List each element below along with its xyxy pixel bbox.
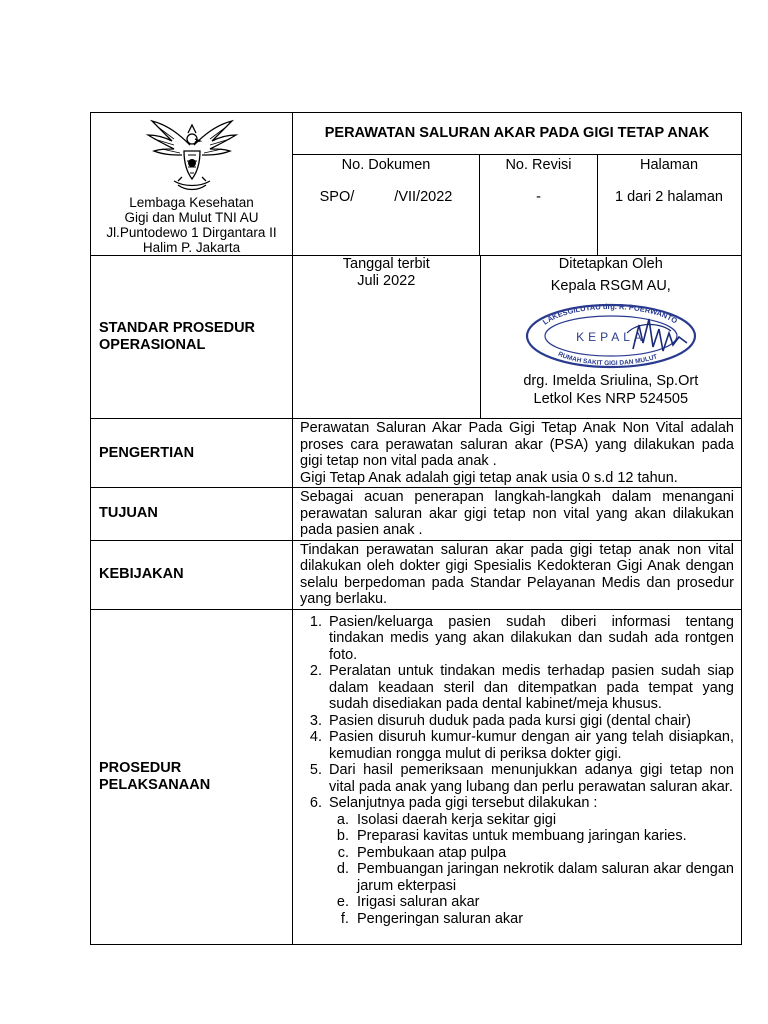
procedure-substep: f. Pengeringan saluran akar — [353, 911, 734, 928]
stamp-top-text: LAKESGILUTAU drg. R. POERWANTO — [540, 303, 679, 327]
procedure-substep: b. Preparasi kavitas untuk membuang jaringan karies. — [353, 828, 734, 845]
institution-line: Halim P. Jakarta — [142, 240, 241, 255]
air-force-eagle-emblem-icon — [144, 115, 240, 193]
stamp-bottom-text: RUMAH SAKIT GIGI DAN MULUT — [556, 350, 659, 368]
doc-number-column — [293, 155, 480, 255]
revision-label: No. Revisi — [505, 156, 572, 173]
issue-date-value: Juli 2022 — [357, 273, 416, 289]
tujuan-label: TUJUAN — [91, 488, 293, 541]
procedure-step: 1. Pasien/keluarga pasien sudah diberi informasi tentang tindakan medis yang akan dilakukan dan sudah ada rontgen foto. — [326, 614, 734, 664]
procedure-substep: e. Irigasi saluran akar — [353, 894, 734, 911]
doc-number-suffix: /VII/2022 — [394, 188, 453, 205]
sop-issue-cell — [293, 256, 742, 419]
approval-block — [481, 256, 741, 418]
institution-cell — [91, 113, 293, 256]
page-value: 1 dari 2 halaman — [614, 188, 723, 205]
document-title: PERAWATAN SALURAN AKAR PADA GIGI TETAP ANAK — [293, 113, 742, 155]
procedure-substep: d. Pembuangan jaringan nekrotik dalam saluran akar dengan jarum ekterpasi — [353, 861, 734, 894]
kebijakan-text: Tindakan perawatan saluran akar pada gigi tetap anak non vital dilakukan oleh dokter gigi Spesialis Kedokteran Gigi Anak dengan selalu berpedoman pada Standar Pelayanan Medis dan prosedur yang berlaku. — [293, 540, 742, 609]
pengertian-label: PENGERTIAN — [91, 419, 293, 488]
doc-number-prefix: SPO/ — [319, 188, 355, 205]
pengertian-content — [293, 419, 742, 488]
procedure-step: 4. Pasien disuruh kumur-kumur dengan air yang telah disiapkan, kemudian rongga mulut di periksa dokter gigi. — [326, 729, 734, 762]
doc-number-label: No. Dokumen — [341, 156, 431, 173]
procedure-steps — [300, 614, 734, 928]
approver-title: Kepala RSGM AU, — [550, 278, 671, 294]
revision-column — [480, 155, 598, 255]
tujuan-text: Sebagai acuan penerapan langkah-langkah dalam menangani perawatan saluran akar gigi tetap non vital yang akan dilakukan pada pasien anak . — [293, 488, 742, 541]
pengertian-text: Perawatan Saluran Akar Pada Gigi Tetap Anak Non Vital adalah proses cara perawatan saluran akar (PSA) yang dilakukan pada gigi tetap non vital pada anak . — [300, 420, 734, 469]
prosedur-label: PROSEDUR PELAKSANAAN — [91, 609, 293, 944]
procedure-step: 2. Peralatan untuk tindakan medis terhadap pasien sudah siap dalam keadaan steril dan ditempatkan pada tempat yang sudah disediakan pada dental kabinet/meja khusus. — [326, 663, 734, 713]
prosedur-content — [293, 609, 742, 944]
procedure-substep: c. Pembukaan atap pulpa — [353, 845, 734, 862]
revision-value: - — [536, 188, 541, 205]
sop-label: STANDAR PROSEDUR OPERASIONAL — [91, 256, 293, 419]
doc-number-value — [293, 177, 479, 205]
sop-table — [90, 112, 742, 945]
institution-address — [91, 195, 292, 255]
sop-document — [90, 112, 741, 945]
stamp-center-text: KEPALA — [575, 330, 646, 344]
institution-line: Lembaga Kesehatan — [129, 195, 254, 210]
official-stamp-with-signature-icon — [521, 303, 701, 369]
procedure-step: 5. Dari hasil pemeriksaan menunjukkan adanya gigi tetap non vital pada anak yang lubang dan perlu perawatan saluran akar. — [326, 762, 734, 795]
approved-by-label: Ditetapkan Oleh — [558, 256, 663, 272]
document-meta-cell — [293, 154, 742, 255]
procedure-step-6 — [326, 795, 734, 927]
procedure-step-6-text: Selanjutnya pada gigi tersebut dilakukan : — [329, 795, 598, 811]
kebijakan-label: KEBIJAKAN — [91, 540, 293, 609]
page-label: Halaman — [639, 156, 699, 173]
institution-line: Gigi dan Mulut TNI AU — [124, 210, 259, 225]
institution-line: Jl.Puntodewo 1 Dirgantara II — [106, 225, 277, 240]
procedure-substep: a. Isolasi daerah kerja sekitar gigi — [353, 812, 734, 829]
approver-name: drg. Imelda Sriulina, Sp.Ort — [523, 373, 699, 389]
issue-date-block — [293, 256, 481, 418]
issue-date-label: Tanggal terbit — [342, 256, 430, 272]
page-column — [598, 155, 740, 255]
procedure-substeps — [329, 812, 734, 928]
procedure-step: 3. Pasien disuruh duduk pada pada kursi gigi (dental chair) — [326, 713, 734, 730]
pengertian-text-2: Gigi Tetap Anak adalah gigi tetap anak usia 0 s.d 12 tahun. — [300, 469, 678, 486]
approver-rank: Letkol Kes NRP 524505 — [533, 391, 689, 407]
